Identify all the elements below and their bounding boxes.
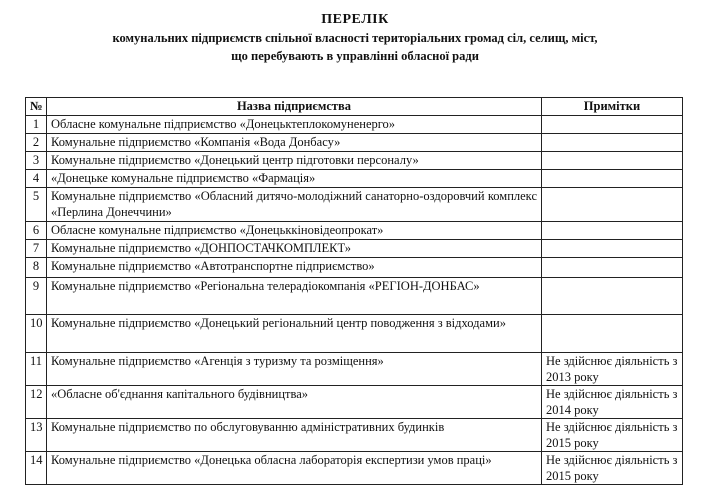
enterprise-name: Комунальне підприємство по обслуговуванню адміністративних будинків [47,419,542,452]
column-header-number: № [26,98,47,116]
table-row [26,452,683,485]
enterprise-name: Обласне комунальне підприємство «Донецьктеплокомуненерго» [47,116,542,134]
table-row [26,170,683,188]
enterprise-name: Комунальне підприємство «ДОНПОСТАЧКОМПЛЕКТ» [47,240,542,258]
row-note [542,188,683,222]
row-note [542,116,683,134]
row-number: 2 [26,134,47,152]
row-number: 12 [26,386,47,419]
row-number: 3 [26,152,47,170]
enterprise-name: «Донецьке комунальне підприємство «Фармація» [47,170,542,188]
table-row [26,134,683,152]
table-row [26,315,683,353]
document-subtitle-line-1: комунальних підприємств спільної власності територіальних громад сіл, селищ, міст, [112,31,598,45]
row-note: Не здійснює діяльність з 2014 року [542,386,683,419]
enterprise-name: Комунальне підприємство «Донецький регіональний центр поводження з відходами» [47,315,542,353]
row-note [542,134,683,152]
row-number: 1 [26,116,47,134]
enterprise-name: Комунальне підприємство «Автотранспортне підприємство» [47,258,542,278]
enterprise-name: Комунальне підприємство «Агенція з туризму та розміщення» [47,353,542,386]
document-subtitle-line-2: що перебувають в управлінні обласної ради [231,49,479,63]
document-title: ПЕРЕЛІК [321,12,389,27]
row-number: 11 [26,353,47,386]
row-number: 6 [26,222,47,240]
table-row [26,353,683,386]
column-header-name: Назва підприємства [47,98,542,116]
table-row [26,240,683,258]
enterprise-name: Комунальне підприємство «Регіональна телерадіокомпанія «РЕГІОН-ДОНБАС» [47,278,542,315]
enterprise-name: Комунальне підприємство «Компанія «Вода Донбасу» [47,134,542,152]
row-number: 9 [26,278,47,315]
enterprise-name: Комунальне підприємство «Обласний дитячо-молодіжний санаторно-оздоровчий комплекс «Перлина Донеччини» [47,188,542,222]
table-row [26,188,683,222]
enterprise-name: Комунальне підприємство «Донецька обласна лабораторія експертизи умов праці» [47,452,542,485]
enterprise-table [25,97,683,485]
row-note [542,170,683,188]
row-number: 14 [26,452,47,485]
row-note [542,258,683,278]
row-note [542,240,683,258]
table-row [26,386,683,419]
table-row [26,258,683,278]
row-number: 13 [26,419,47,452]
enterprise-name: Обласне комунальне підприємство «Донецьккіновідеопрокат» [47,222,542,240]
row-number: 5 [26,188,47,222]
table-header-row [26,98,683,116]
row-number: 4 [26,170,47,188]
row-note [542,222,683,240]
table-row [26,152,683,170]
row-note [542,278,683,315]
table-row [26,419,683,452]
column-header-notes: Примітки [542,98,683,116]
enterprise-name: Комунальне підприємство «Донецький центр підготовки персоналу» [47,152,542,170]
row-note: Не здійснює діяльність з 2015 року [542,452,683,485]
row-number: 10 [26,315,47,353]
table-row [26,278,683,315]
row-note [542,152,683,170]
row-number: 7 [26,240,47,258]
row-number: 8 [26,258,47,278]
table-row [26,222,683,240]
table-row [26,116,683,134]
row-note: Не здійснює діяльність з 2015 року [542,419,683,452]
row-note [542,315,683,353]
row-note: Не здійснює діяльність з 2013 року [542,353,683,386]
enterprise-name: «Обласне об'єднання капітального будівництва» [47,386,542,419]
